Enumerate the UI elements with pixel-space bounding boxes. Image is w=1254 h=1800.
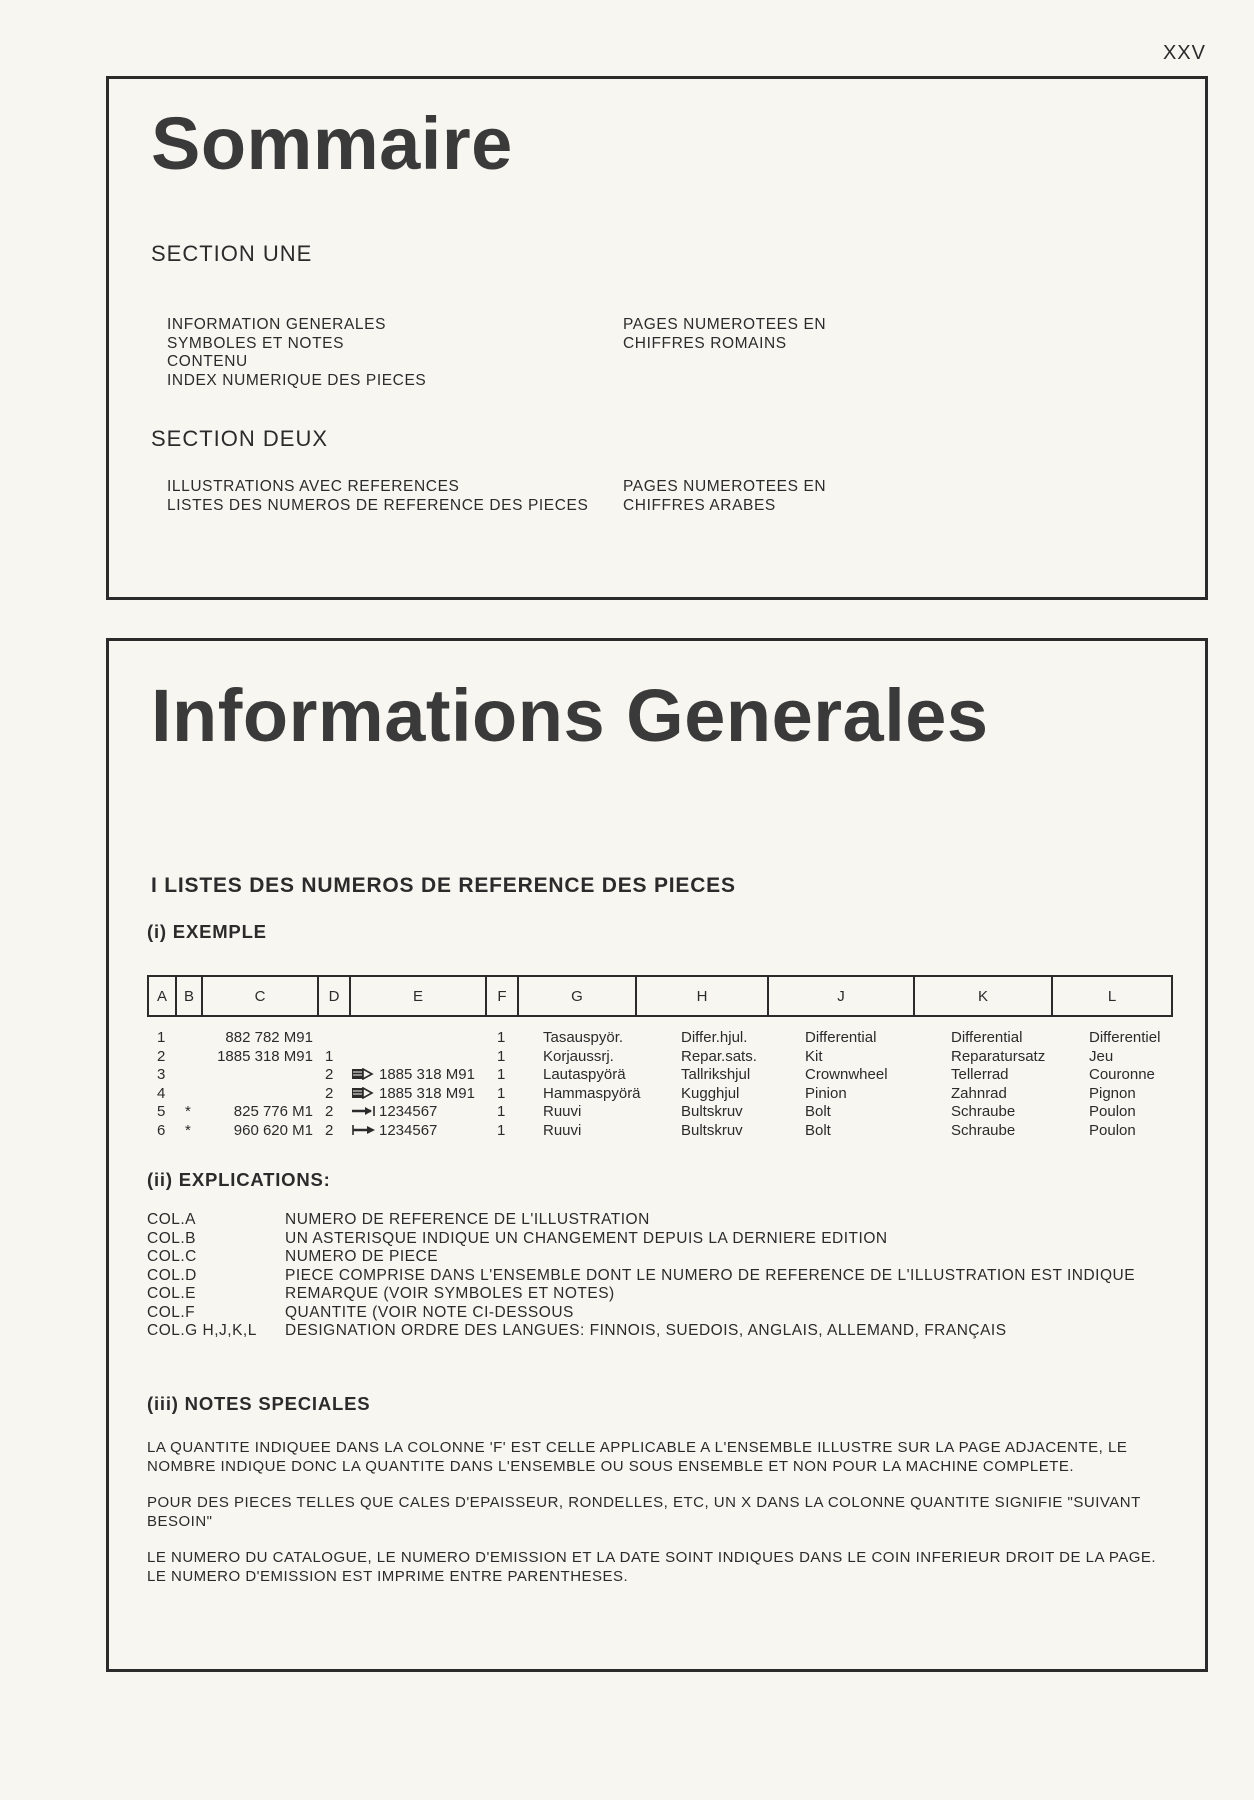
cell-l: Poulon <box>1089 1103 1136 1121</box>
section-deux-contents <box>167 478 588 515</box>
cell-j: Differential <box>805 1029 877 1046</box>
explanation-value: NUMERO DE REFERENCE DE L'ILLUSTRATION <box>285 1211 650 1228</box>
cell-e <box>351 1122 437 1139</box>
column-header: J <box>767 975 915 1017</box>
column-header: E <box>349 975 487 1017</box>
column-header: L <box>1051 975 1173 1017</box>
cell-g: Korjaussrj. <box>543 1047 614 1065</box>
explanation-value: NUMERO DE PIECE <box>285 1248 439 1265</box>
column-header: H <box>635 975 769 1017</box>
cell-k: Reparatursatz <box>951 1047 1046 1065</box>
pages-note-line: CHIFFRES ARABES <box>623 496 776 514</box>
cell-j: Bolt <box>805 1121 831 1139</box>
cell-c: 960 620 M1 <box>233 1121 313 1139</box>
cell-l: Differentiel <box>1089 1029 1161 1046</box>
cell-g: Ruuvi <box>543 1121 582 1139</box>
cell-c: 825 776 M1 <box>233 1103 313 1121</box>
cell-h: Bultskruv <box>681 1103 743 1121</box>
page-number: XXV <box>1162 42 1206 64</box>
cell-f: 1 <box>497 1103 506 1121</box>
cell-f: 1 <box>497 1121 506 1139</box>
cell-d: 2 <box>325 1066 334 1084</box>
cell-a: 1 <box>157 1029 166 1046</box>
explanation-key: COL.A <box>147 1211 197 1228</box>
cell-j: Kit <box>805 1047 823 1065</box>
section-une-pages-note <box>623 316 826 353</box>
column-header: C <box>201 975 319 1017</box>
cell-a: 2 <box>157 1047 166 1065</box>
kit-arrow-icon <box>351 1068 377 1080</box>
table-row <box>147 1048 1207 1067</box>
example-title: (i) EXEMPLE <box>147 921 267 942</box>
cell-e-text: 1234567 <box>379 1103 438 1121</box>
explanation-value: REMARQUE (VOIR SYMBOLES ET NOTES) <box>285 1285 615 1302</box>
cell-k: Schraube <box>951 1103 1016 1121</box>
pages-note-line: PAGES NUMEROTEES EN <box>623 478 827 495</box>
cell-f: 1 <box>497 1084 506 1102</box>
cell-k: Zahnrad <box>951 1084 1007 1102</box>
column-header: F <box>485 975 519 1017</box>
cell-d: 2 <box>325 1103 334 1121</box>
cell-e <box>351 1085 475 1102</box>
explanation-key: COL.E <box>147 1285 197 1302</box>
table-row <box>147 1103 1207 1122</box>
cell-a: 5 <box>157 1103 166 1121</box>
cell-j: Crownwheel <box>805 1066 888 1084</box>
table-row <box>147 1029 1207 1048</box>
cell-a: 3 <box>157 1066 166 1084</box>
table-row <box>147 1122 1207 1141</box>
cell-l: Couronne <box>1089 1066 1155 1084</box>
cell-a: 6 <box>157 1121 166 1139</box>
cell-j: Bolt <box>805 1103 831 1121</box>
table-row <box>147 1085 1207 1104</box>
explanation-value: PIECE COMPRISE DANS L'ENSEMBLE DONT LE NUMERO DE REFERENCE DE L'ILLUSTRATION EST INDIQUE <box>285 1266 1136 1284</box>
section-heading: I LISTES DES NUMEROS DE REFERENCE DES PIECES <box>151 874 736 897</box>
contents-line: SYMBOLES ET NOTES <box>167 334 345 352</box>
cell-h: Tallrikshjul <box>681 1066 751 1084</box>
contents-line: CONTENU <box>167 353 248 370</box>
cell-g: Tasauspyör. <box>543 1029 624 1046</box>
contents-line: INDEX NUMERIQUE DES PIECES <box>167 371 427 389</box>
cell-k: Schraube <box>951 1121 1016 1139</box>
cell-h: Differ.hjul. <box>681 1029 748 1046</box>
section-deux-title: SECTION DEUX <box>151 426 329 451</box>
contents-line: LISTES DES NUMEROS DE REFERENCE DES PIECES <box>167 496 589 514</box>
explanations-title: (ii) EXPLICATIONS: <box>147 1169 331 1190</box>
cell-c: 1885 318 M91 <box>217 1047 313 1065</box>
sommaire-title: Sommaire <box>151 102 513 185</box>
cell-e-text: 1885 318 M91 <box>379 1066 475 1084</box>
explanation-key: COL.G H,J,K,L <box>147 1322 257 1339</box>
informations-title: Informations Generales <box>151 674 989 757</box>
column-header: G <box>517 975 637 1017</box>
cell-l: Poulon <box>1089 1121 1136 1139</box>
cell-g: Lautaspyörä <box>543 1066 626 1084</box>
column-header: B <box>175 975 203 1017</box>
contents-line: ILLUSTRATIONS AVEC REFERENCES <box>167 478 460 495</box>
explanation-key: COL.C <box>147 1248 197 1265</box>
cell-h: Bultskruv <box>681 1121 743 1139</box>
cell-g: Ruuvi <box>543 1103 582 1121</box>
cell-k: Differential <box>951 1029 1023 1046</box>
bar-to-arrow-icon <box>351 1124 377 1136</box>
cell-k: Tellerrad <box>951 1066 1009 1084</box>
notes-title: (iii) NOTES SPECIALES <box>147 1393 371 1414</box>
sommaire-box <box>106 76 1208 600</box>
cell-d: 2 <box>325 1084 334 1102</box>
cell-f: 1 <box>497 1047 506 1065</box>
note-paragraph: LE NUMERO DU CATALOGUE, LE NUMERO D'EMISSION ET LA DATE SOINT INDIQUES DANS LE COIN INFERIEUR DROIT DE LA PAGE. LE NUMERO D'EMISSION EST IMPRIME ENTRE PARENTHESES. <box>147 1549 1157 1585</box>
cell-f: 1 <box>497 1029 506 1046</box>
explanation-value: UN ASTERISQUE INDIQUE UN CHANGEMENT DEPUIS LA DERNIERE EDITION <box>285 1229 888 1247</box>
cell-e <box>351 1066 475 1083</box>
cell-c: 882 782 M91 <box>225 1029 313 1046</box>
note-paragraph: LA QUANTITE INDIQUEE DANS LA COLONNE 'F' EST CELLE APPLICABLE A L'ENSEMBLE ILLUSTRE SUR LA PAGE ADJACENTE, LE NOMBRE INDIQUE DONC LA QUANTITE DANS L'ENSEMBLE OU SOUS ENSEMBLE ET NON POUR LA MACHINE COMPLETE. <box>147 1439 1128 1475</box>
explanation-key: COL.F <box>147 1303 196 1321</box>
informations-box <box>106 638 1208 1672</box>
cell-b: * <box>185 1103 191 1121</box>
column-header: K <box>913 975 1053 1017</box>
pages-note-line: PAGES NUMEROTEES EN <box>623 316 827 333</box>
section-une-contents <box>167 316 426 390</box>
note-paragraph: POUR DES PIECES TELLES QUE CALES D'EPAISSEUR, RONDELLES, ETC, UN X DANS LA COLONNE QUANTITE SIGNIFIE "SUIVANT BESOIN" <box>147 1494 1141 1530</box>
explanation-key: COL.B <box>147 1229 197 1247</box>
cell-a: 4 <box>157 1084 166 1102</box>
arrow-to-bar-icon <box>351 1105 377 1117</box>
contents-line: INFORMATION GENERALES <box>167 316 387 333</box>
cell-e <box>351 1103 437 1120</box>
explanation-value: QUANTITE (VOIR NOTE CI-DESSOUS <box>285 1303 574 1321</box>
cell-g: Hammaspyörä <box>543 1084 641 1102</box>
pages-note-line: CHIFFRES ROMAINS <box>623 334 787 352</box>
explanation-value: DESIGNATION ORDRE DES LANGUES: FINNOIS, SUEDOIS, ANGLAIS, ALLEMAND, FRANÇAIS <box>285 1322 1007 1339</box>
explanation-key: COL.D <box>147 1266 197 1284</box>
section-une-title: SECTION UNE <box>151 241 313 266</box>
section-deux-pages-note <box>623 478 826 515</box>
cell-e-text: 1234567 <box>379 1121 438 1139</box>
cell-l: Jeu <box>1089 1047 1114 1065</box>
cell-e-text: 1885 318 M91 <box>379 1084 475 1102</box>
cell-l: Pignon <box>1089 1084 1136 1102</box>
example-table-body <box>147 1029 1207 1141</box>
table-row <box>147 1066 1207 1085</box>
cell-h: Repar.sats. <box>681 1047 757 1065</box>
cell-d: 2 <box>325 1121 334 1139</box>
column-header: D <box>317 975 351 1017</box>
cell-f: 1 <box>497 1066 506 1084</box>
kit-arrow-icon <box>351 1087 377 1099</box>
cell-d: 1 <box>325 1047 334 1065</box>
cell-j: Pinion <box>805 1084 847 1102</box>
example-table-header <box>147 975 1173 1017</box>
cell-h: Kugghjul <box>681 1084 740 1102</box>
cell-b: * <box>185 1121 191 1139</box>
column-header: A <box>147 975 177 1017</box>
